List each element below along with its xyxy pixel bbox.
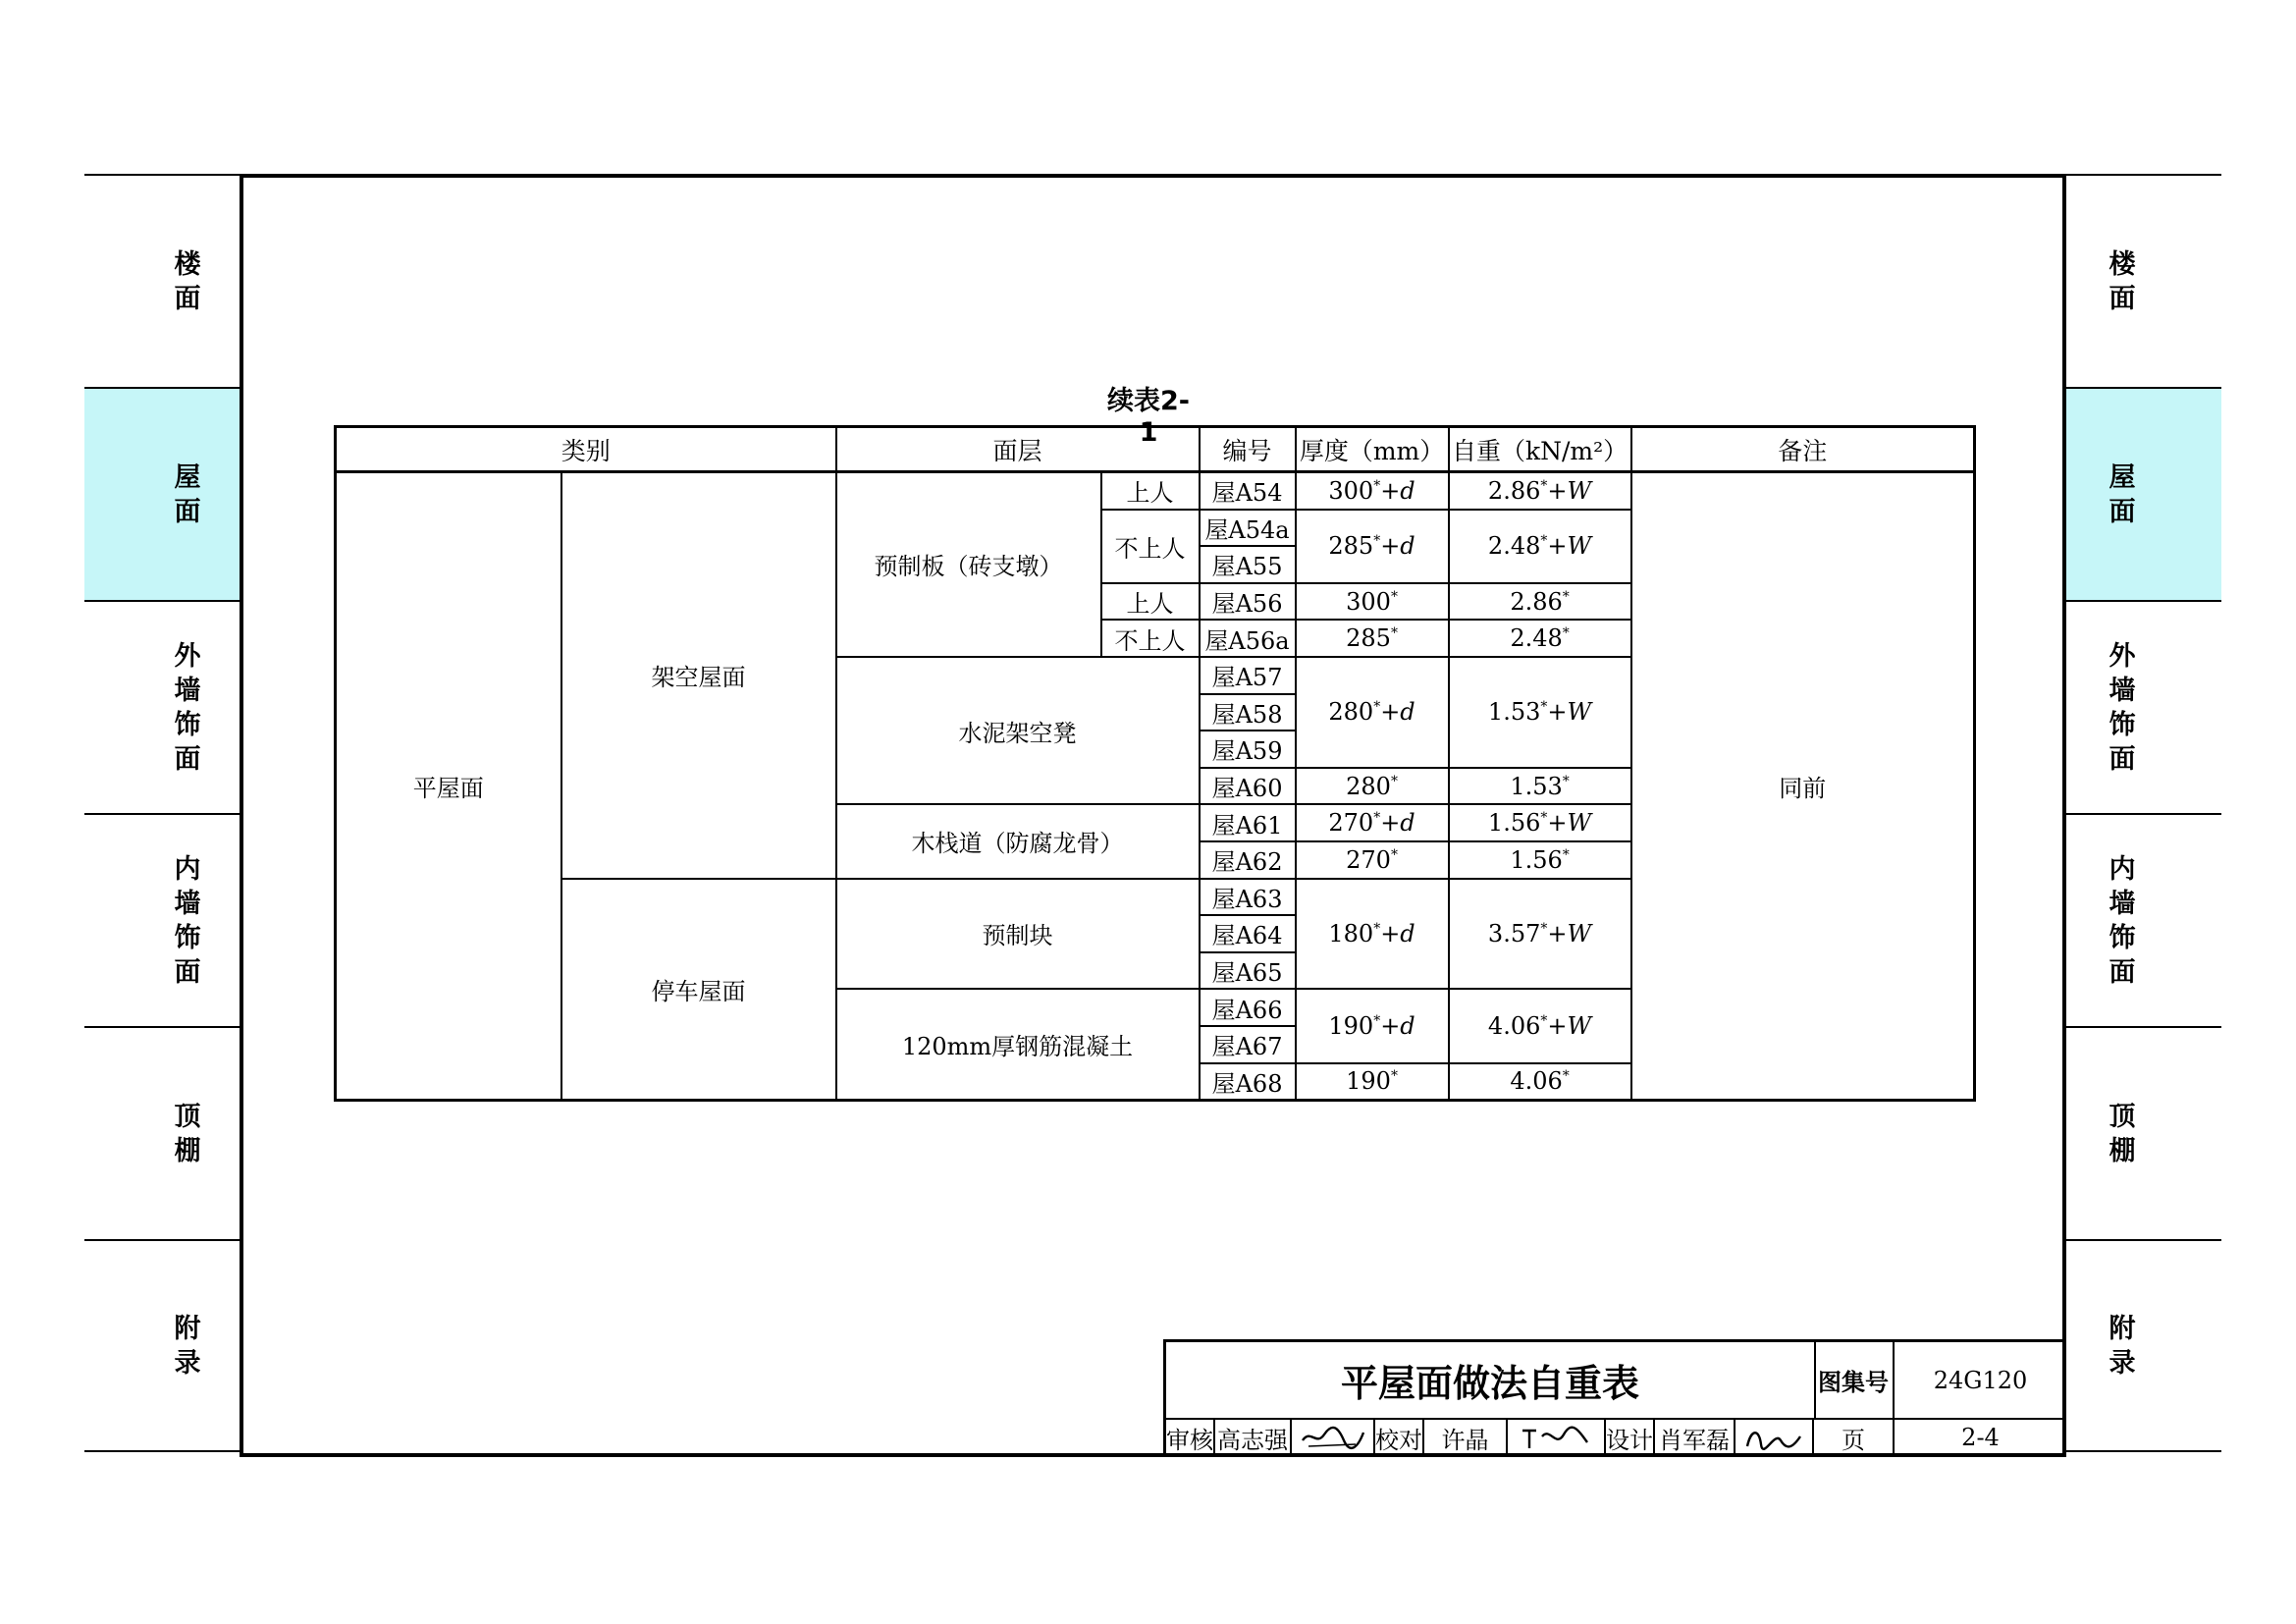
thickness-cell xyxy=(1296,583,1449,621)
header-category: 类别 xyxy=(336,427,836,472)
thickness-value: 270 xyxy=(1328,809,1374,838)
header-thickness: 厚度（mm） xyxy=(1296,427,1449,472)
table-caption: 续表2-1 xyxy=(1107,386,1190,448)
code-cell: 屋A58 xyxy=(1200,694,1296,731)
star-mark: * xyxy=(1540,920,1548,937)
thickness-cell xyxy=(1296,989,1449,1062)
star-mark: * xyxy=(1562,773,1570,789)
weight-cell xyxy=(1449,989,1631,1062)
code-cell: 屋A60 xyxy=(1200,768,1296,805)
thickness-value: 300 xyxy=(1346,587,1391,616)
plus-d: +d xyxy=(1380,1011,1415,1040)
thickness-cell xyxy=(1296,1063,1449,1101)
subcategory-raised-roof: 架空屋面 xyxy=(561,472,836,879)
plus-w: +W xyxy=(1547,532,1592,561)
tab-roof xyxy=(2066,387,2221,600)
tab-floor xyxy=(2066,174,2221,387)
tab-label: 附录 xyxy=(2109,1313,2136,1379)
code-cell: 屋A63 xyxy=(1200,879,1296,916)
code-cell: 屋A65 xyxy=(1200,952,1296,990)
category-flat-roof: 平屋面 xyxy=(336,472,561,1101)
code-cell: 屋A55 xyxy=(1200,546,1296,583)
plus-d: +d xyxy=(1380,476,1415,505)
star-mark: * xyxy=(1540,699,1548,716)
thickness-cell xyxy=(1296,879,1449,990)
tab-label: 外墙饰面 xyxy=(174,640,201,775)
surface-concrete: 120mm厚钢筋混凝土 xyxy=(836,989,1200,1100)
plus-w: +W xyxy=(1547,919,1592,947)
table-header-row xyxy=(336,427,1975,472)
atlas-number: 24G120 xyxy=(1933,1366,2028,1394)
code-cell: 屋A54a xyxy=(1200,510,1296,547)
design-label: 设计 xyxy=(1606,1418,1655,1457)
weight-value: 1.53 xyxy=(1510,772,1563,800)
weight-cell xyxy=(1449,657,1631,768)
weight-value: 2.86 xyxy=(1487,476,1541,505)
checker-name: 许晶 xyxy=(1424,1418,1508,1457)
tab-label: 楼面 xyxy=(174,248,201,314)
thickness-value: 280 xyxy=(1328,698,1374,727)
star-mark: * xyxy=(1390,773,1398,789)
weight-cell xyxy=(1449,879,1631,990)
star-mark: * xyxy=(1373,477,1381,494)
thickness-value: 285 xyxy=(1346,624,1391,653)
table-row xyxy=(336,472,1975,510)
tab-label: 屋面 xyxy=(2109,461,2136,527)
tab-label: 屋面 xyxy=(174,461,201,527)
weight-value: 4.06 xyxy=(1487,1011,1541,1040)
thickness-cell xyxy=(1296,510,1449,583)
tab-appendix xyxy=(2066,1239,2221,1452)
plus-w: +W xyxy=(1547,698,1592,727)
reviewer-signature xyxy=(1292,1418,1375,1457)
tab-roof xyxy=(84,387,240,600)
plus-d: +d xyxy=(1380,809,1415,838)
thickness-value: 190 xyxy=(1346,1067,1391,1096)
surface-precast-slab: 预制板（砖支墩） xyxy=(836,472,1101,657)
title-block xyxy=(1163,1339,2066,1457)
code-cell: 屋A62 xyxy=(1200,841,1296,879)
weight-value: 2.48 xyxy=(1510,624,1563,653)
star-mark: * xyxy=(1540,1012,1548,1029)
signature-icon xyxy=(1741,1423,1806,1452)
surface-cement-stool: 水泥架空凳 xyxy=(836,657,1200,804)
surface-wood-boardwalk: 木栈道（防腐龙骨） xyxy=(836,804,1200,878)
plus-d: +d xyxy=(1380,698,1415,727)
thickness-value: 280 xyxy=(1346,772,1391,800)
star-mark: * xyxy=(1390,846,1398,863)
thickness-cell xyxy=(1296,657,1449,768)
header-surface: 面层 xyxy=(836,427,1200,472)
star-mark: * xyxy=(1562,588,1570,605)
star-mark: * xyxy=(1390,1068,1398,1085)
plus-d: +d xyxy=(1380,919,1415,947)
weight-cell xyxy=(1449,1063,1631,1101)
header-weight: 自重（kN/m²） xyxy=(1449,427,1631,472)
code-cell: 屋A54 xyxy=(1200,472,1296,510)
tab-label: 外墙饰面 xyxy=(2109,640,2136,775)
code-cell: 屋A64 xyxy=(1200,915,1296,952)
tab-label: 顶棚 xyxy=(174,1101,201,1166)
code-cell: 屋A67 xyxy=(1200,1026,1296,1063)
header-code: 编号 xyxy=(1200,427,1296,472)
code-cell: 屋A59 xyxy=(1200,731,1296,768)
designer-signature xyxy=(1735,1418,1814,1457)
tab-interior-wall xyxy=(84,813,240,1026)
weight-value: 1.56 xyxy=(1487,809,1541,838)
review-label: 审核 xyxy=(1166,1418,1215,1457)
code-cell: 屋A61 xyxy=(1200,804,1296,841)
code-cell: 屋A56a xyxy=(1200,620,1296,657)
weight-value: 2.48 xyxy=(1487,532,1541,561)
surface-precast-block: 预制块 xyxy=(836,879,1200,990)
atlas-label: 图集号 xyxy=(1814,1342,1895,1418)
weight-cell xyxy=(1449,804,1631,841)
code-cell: 屋A57 xyxy=(1200,657,1296,694)
weight-value: 3.57 xyxy=(1487,919,1541,947)
checker-signature xyxy=(1508,1418,1606,1457)
weight-cell xyxy=(1449,620,1631,657)
left-section-tabs xyxy=(84,174,240,1452)
subcategory-parking-roof: 停车屋面 xyxy=(561,879,836,1101)
weight-value: 4.06 xyxy=(1510,1067,1563,1096)
tab-floor xyxy=(84,174,240,387)
designer-name: 肖军磊 xyxy=(1655,1418,1735,1457)
code-cell: 屋A56 xyxy=(1200,583,1296,621)
weight-cell xyxy=(1449,768,1631,805)
tab-label: 内墙饰面 xyxy=(174,853,201,988)
reviewer-name: 高志强 xyxy=(1215,1418,1292,1457)
weight-cell xyxy=(1449,510,1631,583)
star-mark: * xyxy=(1373,699,1381,716)
star-mark: * xyxy=(1540,533,1548,550)
thickness-cell xyxy=(1296,768,1449,805)
access-walkable: 上人 xyxy=(1101,583,1200,621)
access-non-walkable: 不上人 xyxy=(1101,510,1200,583)
thickness-cell xyxy=(1296,841,1449,879)
header-remarks: 备注 xyxy=(1631,427,1975,472)
page-number: 2-4 xyxy=(1961,1424,2000,1451)
star-mark: * xyxy=(1373,533,1381,550)
plus-d: +d xyxy=(1380,532,1415,561)
tab-label: 楼面 xyxy=(2109,248,2136,314)
tab-exterior-wall xyxy=(2066,600,2221,813)
plus-w: +W xyxy=(1547,476,1592,505)
tab-ceiling xyxy=(2066,1026,2221,1239)
star-mark: * xyxy=(1540,810,1548,827)
plus-w: +W xyxy=(1547,809,1592,838)
thickness-cell xyxy=(1296,620,1449,657)
tab-appendix xyxy=(84,1239,240,1452)
star-mark: * xyxy=(1373,810,1381,827)
star-mark: * xyxy=(1390,588,1398,605)
check-label: 校对 xyxy=(1375,1418,1424,1457)
tab-label: 内墙饰面 xyxy=(2109,853,2136,988)
weight-cell xyxy=(1449,472,1631,510)
star-mark: * xyxy=(1562,625,1570,642)
star-mark: * xyxy=(1540,477,1548,494)
right-section-tabs xyxy=(2066,174,2221,1452)
thickness-value: 180 xyxy=(1328,919,1374,947)
tab-label: 顶棚 xyxy=(2109,1101,2136,1166)
access-walkable: 上人 xyxy=(1101,472,1200,510)
signature-icon xyxy=(1517,1423,1595,1452)
signature-icon xyxy=(1299,1423,1367,1452)
drawing-title: 平屋面做法自重表 xyxy=(1166,1342,1816,1418)
plus-w: +W xyxy=(1547,1011,1592,1040)
weight-value: 2.86 xyxy=(1510,587,1563,616)
star-mark: * xyxy=(1562,1068,1570,1085)
tab-ceiling xyxy=(84,1026,240,1239)
thickness-value: 270 xyxy=(1346,845,1391,874)
thickness-value: 190 xyxy=(1328,1011,1374,1040)
star-mark: * xyxy=(1390,625,1398,642)
thickness-value: 300 xyxy=(1328,476,1374,505)
tab-exterior-wall xyxy=(84,600,240,813)
thickness-cell xyxy=(1296,472,1449,510)
tab-interior-wall xyxy=(2066,813,2221,1026)
weight-cell xyxy=(1449,841,1631,879)
code-cell: 屋A66 xyxy=(1200,989,1296,1026)
code-cell: 屋A68 xyxy=(1200,1063,1296,1101)
thickness-value: 285 xyxy=(1328,532,1374,561)
star-mark: * xyxy=(1562,846,1570,863)
weight-cell xyxy=(1449,583,1631,621)
weight-value: 1.56 xyxy=(1510,845,1563,874)
thickness-cell xyxy=(1296,804,1449,841)
star-mark: * xyxy=(1373,920,1381,937)
roof-weight-table xyxy=(334,425,1976,1102)
star-mark: * xyxy=(1373,1012,1381,1029)
page-label: 页 xyxy=(1814,1418,1895,1457)
weight-value: 1.53 xyxy=(1487,698,1541,727)
access-non-walkable: 不上人 xyxy=(1101,620,1200,657)
tab-label: 附录 xyxy=(174,1313,201,1379)
remarks-cell: 同前 xyxy=(1631,472,1975,1101)
